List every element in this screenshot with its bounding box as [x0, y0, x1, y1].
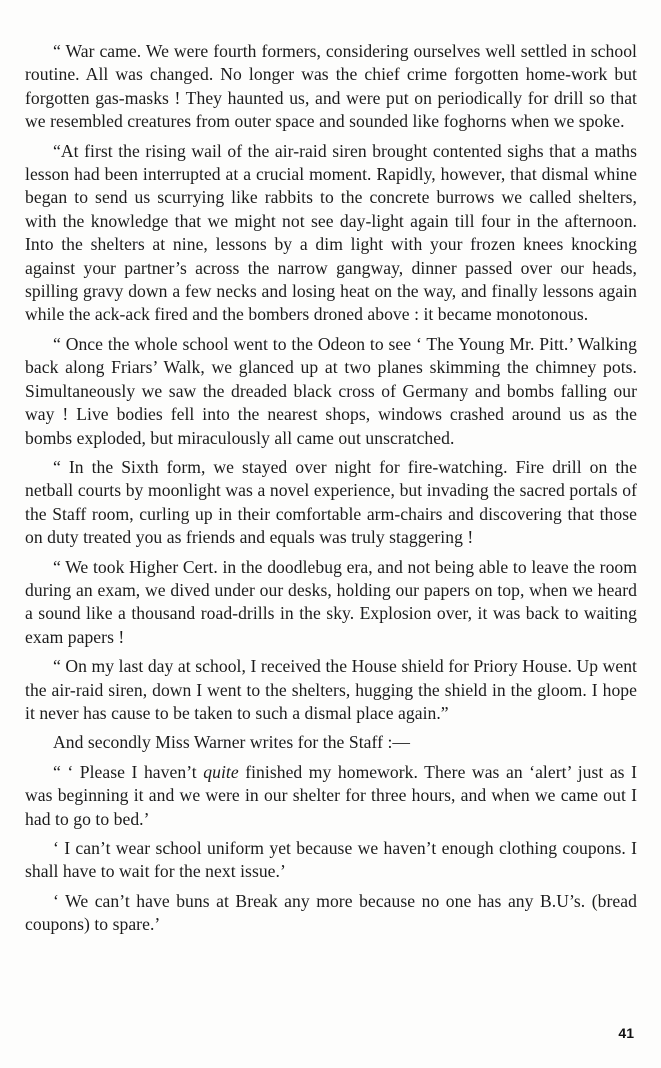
homework-quote-start: “ ‘ Please I haven’t	[53, 761, 204, 782]
paragraph-higher-cert: “ We took Higher Cert. in the doodlebug era, and not being able to leave the room during an exam, we dived under our desks, holding our papers on top, when we heard a sound like a thousand road-drills in the sky. Explosion over, it was back to waiting exam papers !	[25, 556, 637, 647]
paragraph-air-raid-siren: “At first the rising wail of the air-raid siren brought contented sighs that a maths lesson had been interrupted at a crucial moment. Rapidly, however, that dismal whine began to send us scurrying like rabbits to the concrete burrows we called shelters, with the knowledge that we might not see day-light again till four in the afternoon. Into the shelters at nine, lessons by a dim light with your frozen knees knocking against your partner’s across the narrow gangway, dinner passed over our heads, spilling gravy down a few necks and losing heat on the way, and finally lessons again while the ack-ack fired and the bombers droned above : it became monotonous.	[25, 140, 637, 325]
paragraph-staff-intro: And secondly Miss Warner writes for the Staff :—	[53, 732, 411, 753]
homework-quote-end: finished my homework. There was an ‘alert’ just as I was beginning it and we were in our shelter for three hours, and when we came out I had to go to bed.’	[25, 761, 637, 829]
paragraph-uniform-quote: ‘ I can’t wear school uniform yet because we haven’t enough clothing coupons. I shall have to wait for the next issue.’	[25, 838, 637, 882]
homework-quote-italic: quite	[203, 761, 239, 782]
paragraph-sixth-form: “ In the Sixth form, we stayed over night for fire-watching. Fire drill on the netball courts by moonlight was a novel experience, but invading the sacred portals of the Staff room, curling up in their comfortable arm-chairs and discovering that those on duty treated you as friends and equals was truly staggering !	[25, 456, 637, 548]
paragraph-last-day: “ On my last day at school, I received the House shield for Priory House. Up went the air-raid siren, down I went to the shelters, hugging the shield in the gloom. I hope it never has cause to be taken to such a dismal place again.”	[25, 656, 637, 723]
document-page	[25, 40, 637, 943]
paragraph-odeon: “ Once the whole school went to the Odeon to see ‘ The Young Mr. Pitt.’ Walking back along Friars’ Walk, we glanced up at two planes skimming the chimney pots. Simultaneously we saw the dreaded black cross of Germany and bombs falling our way ! Live bodies fell into the nearest shops, windows crashed around us as the bombs exploded, but miraculously all came out unscratched.	[25, 333, 637, 448]
paragraph-homework-quote	[25, 761, 637, 831]
paragraph-buns-quote: ‘ We can’t have buns at Break any more because no one has any B.U’s. (bread coupons) to spare.’	[25, 890, 637, 935]
page-number: 41	[618, 1025, 634, 1041]
paragraph-war-came: “ War came. We were fourth formers, considering ourselves well settled in school routine. All was changed. No longer was the chief crime forgotten home-work but forgotten gas-masks ! They haunted us, and were put on periodically for drill so that we resembled creatures from outer space and sounded like foghorns when we spoke.	[25, 41, 637, 132]
